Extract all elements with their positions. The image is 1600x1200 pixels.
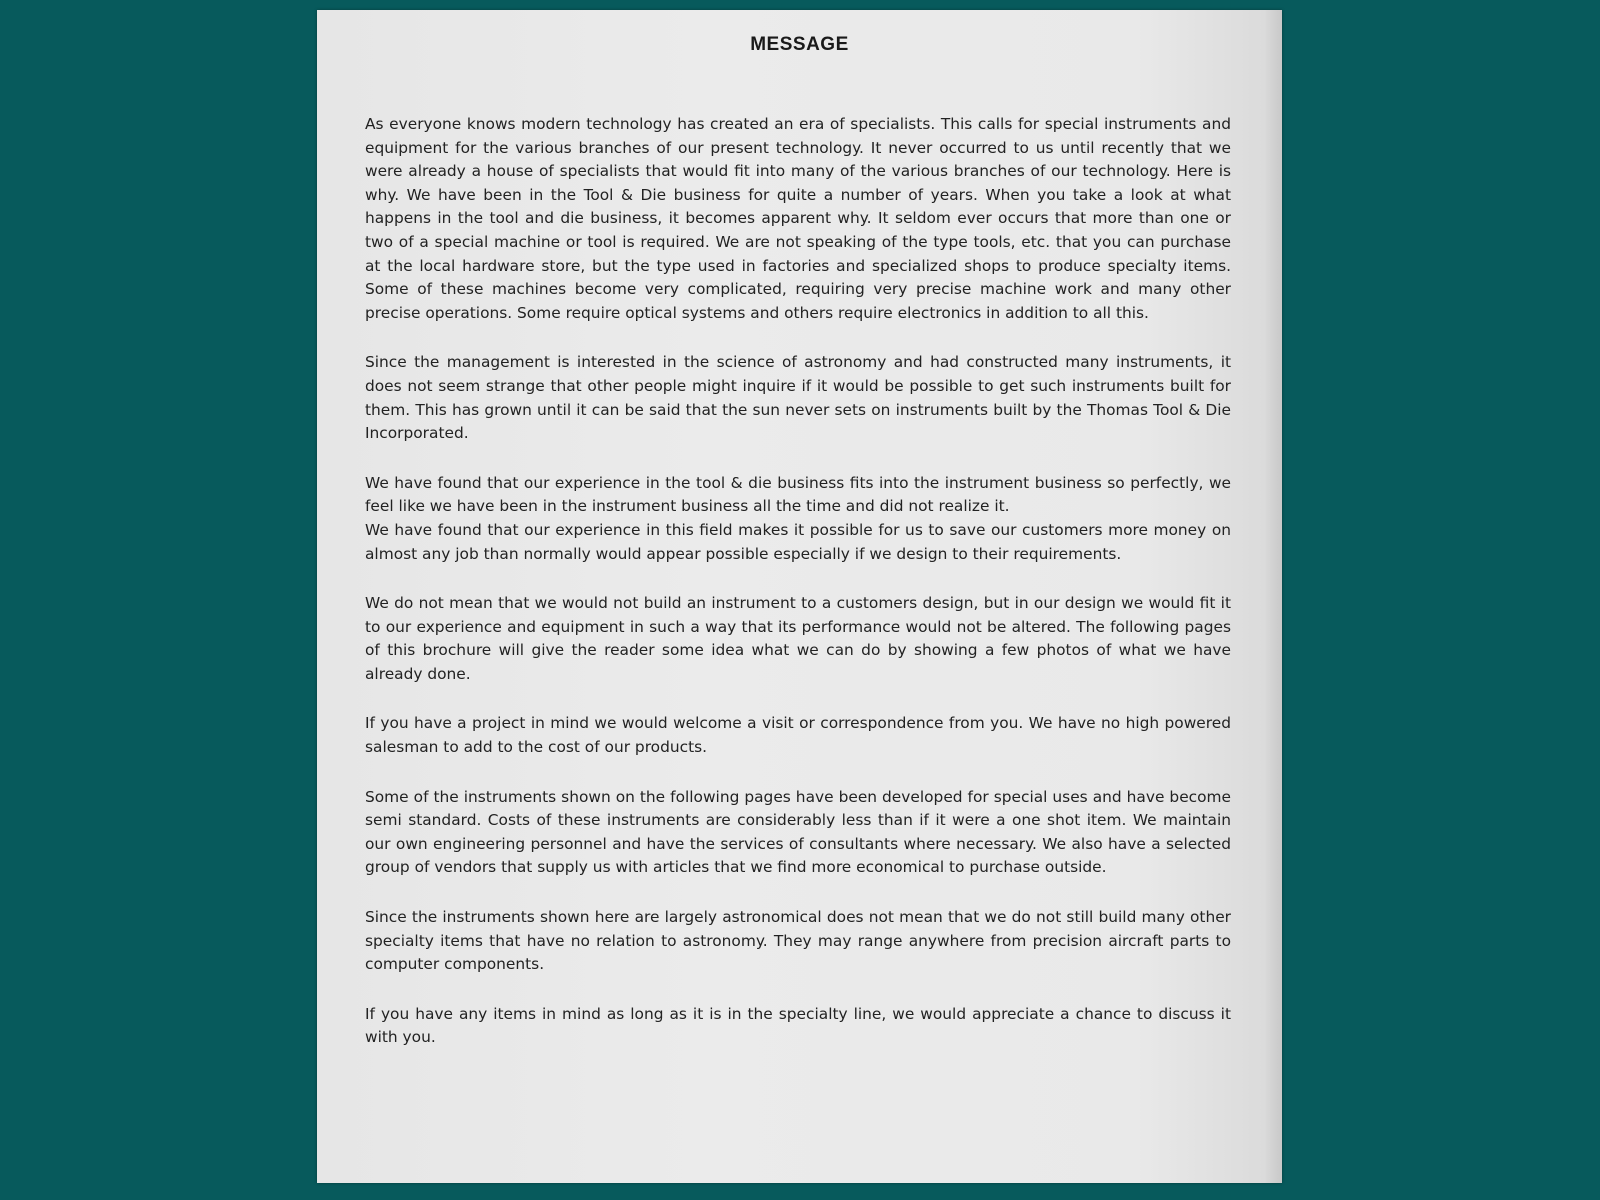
paragraph-astronomy: Since the management is interested in the science of astronomy and had constructed many instruments, it does not seem strange that other people might inquire if it would be possible to get such instruments built for them. This has grown until it can be said that the sun never sets on instruments built by the Thomas Tool & Die Incorporated. — [365, 353, 1231, 443]
paragraph-specialists: As everyone knows modern technology has created an era of specialists. This calls for special instruments and equipment for the various branches of our present technology. It never occurred to us until recently that we were already a house of specialists that would fit into many of the various branches of our technology. Here is why. We have been in the Tool & Die business for quite a number of years. When you take a look at what happens in the tool and die business, it becomes apparent why. It seldom ever occurs that more than one or two of a special machine or tool is required. We are not speaking of the type tools, etc. that you can purchase at the local hardware store, but the type used in factories and specialized shops to produce specialty items. Some of these machines become very complicated, requiring very precise machine work and many other precise operations. Some require optical systems and others require electronics in addition to all this. — [365, 115, 1231, 322]
paragraph-instruments: Some of the instruments shown on the following pages have been developed for special uses and have become semi standard. Costs of these instruments are considerably less than if it were a one shot item. We maintain our own engineering personnel and have the services of consultants where necessary. We also have a selected group of vendors that supply us with articles that we find more economical to purchase outside. — [365, 787, 1231, 877]
message-body — [365, 113, 1231, 1076]
paragraph-closing: If you have any items in mind as long as it is in the specialty line, we would appreciate a chance to discuss it with you. — [365, 1004, 1231, 1047]
paragraph-specialty-items: Since the instruments shown here are largely astronomical does not mean that we do not still build many other specialty items that have no relation to astronomy. They may range anywhere from precision aircraft parts to computer components. — [365, 908, 1231, 974]
page-title: MESSAGE — [750, 34, 849, 55]
paragraph-experience: We have found that our experience in the tool & die business fits into the instrument business so perfectly, we feel like we have been in the instrument business all the time and did not realize it. — [365, 473, 1231, 516]
paragraph-savings: We have found that our experience in this field makes it possible for us to save our customers more money on almost any job than normally would appear possible especially if we design to their requirements. — [365, 520, 1231, 563]
paragraph-customer-design: We do not mean that we would not build an instrument to a customers design, but in our design we would fit it to our experience and equipment in such a way that its performance would not be altered. The following pages of this brochure will give the reader some idea what we can do by showing a few photos of what we have already done. — [365, 594, 1231, 683]
paragraph-project: If you have a project in mind we would welcome a visit or correspondence from you. We have no high powered salesman to add to the cost of our products. — [365, 714, 1231, 757]
document-page — [317, 10, 1282, 1183]
